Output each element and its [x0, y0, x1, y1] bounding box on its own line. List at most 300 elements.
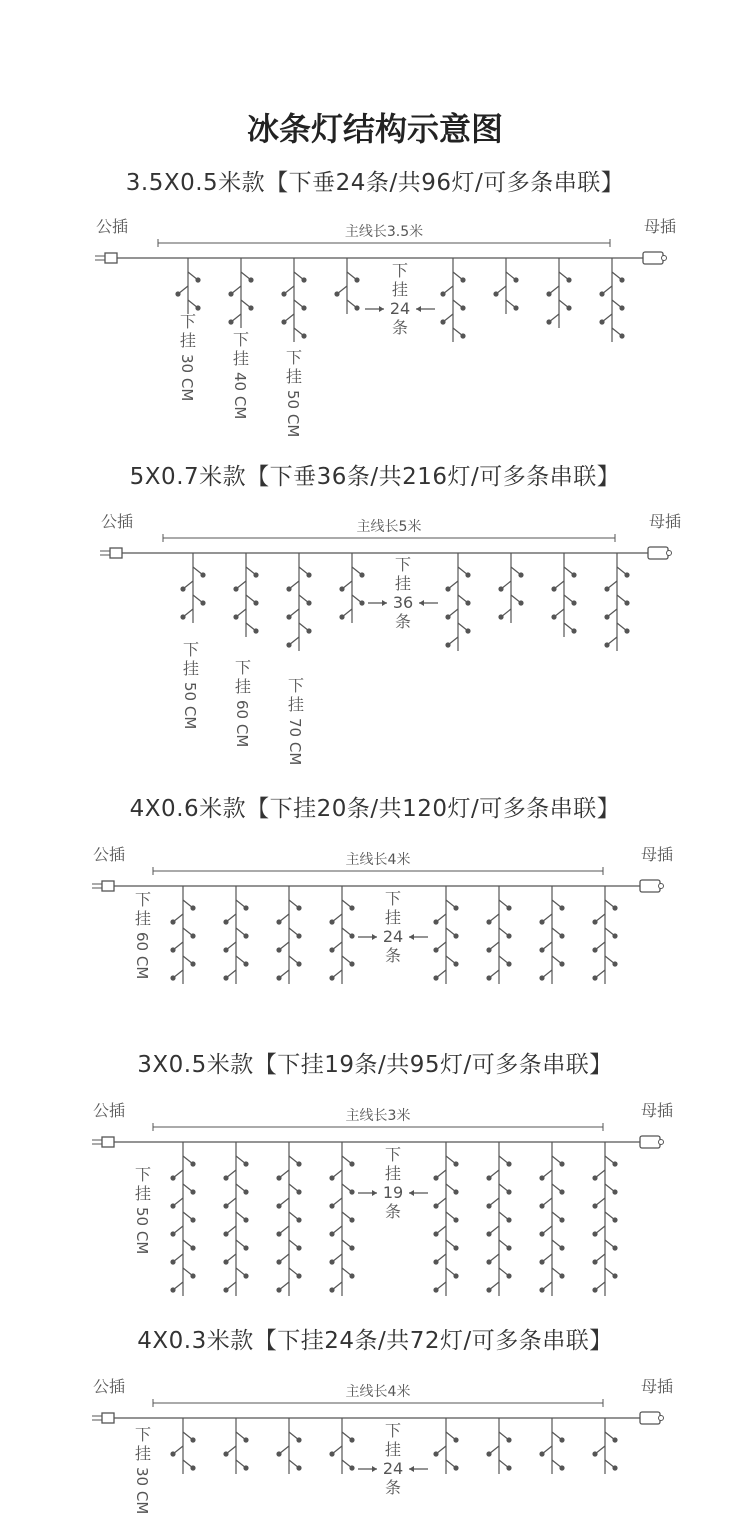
bulb-dot — [440, 319, 445, 324]
bulb-dot — [440, 291, 445, 296]
bulb-dot — [301, 305, 306, 310]
bulb-dot — [329, 1287, 334, 1292]
light-drop — [592, 886, 617, 984]
light-drop — [223, 1142, 248, 1296]
bulb-dot — [592, 1231, 597, 1236]
female-plug-label: 母插 — [643, 217, 677, 236]
drop-count-text: 挂 — [384, 1440, 402, 1459]
bulb-dot — [506, 1437, 511, 1442]
drop-count-label — [358, 889, 428, 965]
bulb-dot — [349, 1273, 354, 1278]
bulb-dot — [599, 319, 604, 324]
section-diagram-5 — [92, 1377, 673, 1514]
bulb-dot — [329, 1175, 334, 1180]
bulb-dot — [592, 1451, 597, 1456]
drop-length-value: 60 CM — [133, 932, 151, 980]
bulb-dot — [243, 933, 248, 938]
main-cable-length-label: 主线长4米 — [345, 852, 411, 868]
drop-count-text: 下 — [394, 555, 412, 574]
male-plug-label: 公插 — [95, 217, 129, 236]
bulb-dot — [453, 1217, 458, 1222]
light-drop — [433, 886, 458, 984]
female-plug-icon — [648, 547, 668, 559]
bulb-dot — [592, 1175, 597, 1180]
drop-length-value: 50 CM — [284, 390, 302, 438]
bulb-dot — [460, 277, 465, 282]
bulb-dot — [349, 933, 354, 938]
drop-count-text: 24 — [382, 927, 404, 946]
drop-count-text: 挂 — [394, 574, 412, 593]
bulb-dot — [170, 919, 175, 924]
drop-count-text: 下 — [384, 889, 402, 908]
female-plug-icon — [643, 252, 663, 264]
bulb-dot — [253, 628, 258, 633]
bulb-dot — [359, 572, 364, 577]
bulb-dot — [498, 614, 503, 619]
bulb-dot — [200, 600, 205, 605]
bulb-dot — [190, 905, 195, 910]
section-heading-4: 3X0.5米款【下挂19条/共95灯/可多条串联】 — [137, 1052, 613, 1078]
bulb-dot — [612, 961, 617, 966]
light-drop — [592, 1418, 617, 1474]
bulb-dot — [453, 1245, 458, 1250]
bulb-dot — [306, 572, 311, 577]
light-drop — [276, 886, 301, 984]
drop-count-text: 下 — [384, 1421, 402, 1440]
bulb-dot — [506, 1217, 511, 1222]
bulb-dot — [276, 1287, 281, 1292]
female-plug-label: 母插 — [640, 1377, 674, 1396]
male-plug-icon — [102, 881, 114, 891]
bulb-dot — [513, 277, 518, 282]
drop-count-text: 36 — [392, 593, 414, 612]
bulb-dot — [604, 642, 609, 647]
drop-count-text: 挂 — [384, 1164, 402, 1183]
bulb-dot — [604, 614, 609, 619]
drop-length-label — [178, 312, 196, 401]
drop-length-char: 下 — [234, 658, 252, 677]
bulb-dot — [433, 975, 438, 980]
bulb-dot — [248, 277, 253, 282]
male-plug-label: 公插 — [100, 512, 134, 531]
bulb-dot — [453, 933, 458, 938]
male-plug-icon — [105, 253, 117, 263]
bulb-dot — [612, 1437, 617, 1442]
bulb-dot — [539, 1175, 544, 1180]
bulb-dot — [296, 1245, 301, 1250]
bulb-dot — [559, 1273, 564, 1278]
section-heading-2: 5X0.7米款【下垂36条/共216灯/可多条串联】 — [129, 464, 621, 490]
drop-length-char: 挂 — [179, 331, 197, 350]
light-drop — [539, 1142, 564, 1296]
arrow-left-head — [409, 934, 414, 940]
bulb-dot — [276, 919, 281, 924]
bulb-dot — [453, 1273, 458, 1278]
light-drop — [486, 1142, 511, 1296]
male-plug-icon — [110, 548, 122, 558]
drop-length-char: 下 — [182, 640, 200, 659]
light-drop — [233, 553, 258, 637]
bulb-dot — [223, 1175, 228, 1180]
bulb-dot — [296, 1217, 301, 1222]
bulb-dot — [228, 291, 233, 296]
light-drop — [433, 1142, 458, 1296]
light-drop — [486, 886, 511, 984]
main-cable-length-label: 主线长3米 — [345, 1108, 411, 1124]
bulb-dot — [559, 961, 564, 966]
bulb-dot — [190, 1465, 195, 1470]
drop-count-text: 条 — [391, 318, 409, 337]
bulb-dot — [195, 305, 200, 310]
bulb-dot — [296, 1273, 301, 1278]
bulb-dot — [286, 642, 291, 647]
arrow-right-head — [382, 600, 387, 606]
bulb-dot — [592, 1203, 597, 1208]
bulb-dot — [506, 1245, 511, 1250]
arrow-left-head — [409, 1466, 414, 1472]
drop-length-label — [181, 640, 199, 729]
bulb-dot — [276, 1175, 281, 1180]
bulb-dot — [460, 333, 465, 338]
bulb-dot — [301, 277, 306, 282]
bulb-dot — [592, 919, 597, 924]
bulb-dot — [276, 1451, 281, 1456]
bulb-dot — [190, 1161, 195, 1166]
bulb-dot — [296, 961, 301, 966]
arrow-left-head — [419, 600, 424, 606]
drop-length-value: 30 CM — [133, 1467, 151, 1515]
bulb-dot — [349, 961, 354, 966]
bulb-dot — [354, 277, 359, 282]
bulb-dot — [539, 1203, 544, 1208]
bulb-dot — [349, 1161, 354, 1166]
bulb-dot — [190, 1273, 195, 1278]
bulb-dot — [296, 1437, 301, 1442]
female-plug-socket — [659, 884, 664, 889]
bulb-dot — [559, 933, 564, 938]
bulb-dot — [486, 1451, 491, 1456]
bulb-dot — [253, 600, 258, 605]
bulb-dot — [506, 1465, 511, 1470]
bulb-dot — [175, 291, 180, 296]
bulb-dot — [243, 961, 248, 966]
bulb-dot — [486, 919, 491, 924]
male-plug-label: 公插 — [92, 845, 126, 864]
drop-length-char: 挂 — [287, 695, 305, 714]
bulb-dot — [559, 1437, 564, 1442]
bulb-dot — [329, 947, 334, 952]
bulb-dot — [539, 947, 544, 952]
bulb-dot — [190, 1189, 195, 1194]
drop-length-value: 30 CM — [178, 354, 196, 402]
drop-count-text: 条 — [394, 612, 412, 631]
bulb-dot — [223, 919, 228, 924]
light-drop — [223, 886, 248, 984]
bulb-dot — [248, 305, 253, 310]
bulb-dot — [334, 291, 339, 296]
female-plug-socket — [667, 551, 672, 556]
bulb-dot — [506, 905, 511, 910]
bulb-dot — [619, 277, 624, 282]
drop-length-char: 挂 — [234, 677, 252, 696]
light-drop — [433, 1418, 458, 1474]
bulb-dot — [599, 291, 604, 296]
bulb-dot — [349, 1465, 354, 1470]
bulb-dot — [539, 1231, 544, 1236]
drop-length-label — [233, 658, 251, 747]
bulb-dot — [233, 614, 238, 619]
drop-length-label — [133, 1165, 151, 1254]
drop-length-char: 挂 — [285, 367, 303, 386]
light-drop — [180, 553, 205, 623]
bulb-dot — [170, 1259, 175, 1264]
bulb-dot — [329, 975, 334, 980]
light-drop — [339, 553, 364, 623]
main-cable-length-label: 主线长5米 — [356, 519, 422, 535]
bulb-dot — [465, 600, 470, 605]
female-plug-socket — [659, 1416, 664, 1421]
drop-length-char: 挂 — [134, 1184, 152, 1203]
light-drop — [445, 553, 470, 651]
bulb-dot — [339, 586, 344, 591]
bulb-dot — [170, 1175, 175, 1180]
drop-length-char: 挂 — [134, 1444, 152, 1463]
bulb-dot — [349, 1189, 354, 1194]
bulb-dot — [286, 586, 291, 591]
drop-length-value: 60 CM — [233, 700, 251, 748]
bulb-dot — [296, 905, 301, 910]
bulb-dot — [190, 1437, 195, 1442]
bulb-dot — [170, 1451, 175, 1456]
bulb-dot — [329, 1231, 334, 1236]
drop-length-char: 挂 — [182, 659, 200, 678]
bulb-dot — [604, 586, 609, 591]
light-drop — [539, 886, 564, 984]
light-drop — [276, 1142, 301, 1296]
bulb-dot — [539, 1259, 544, 1264]
bulb-dot — [460, 305, 465, 310]
bulb-dot — [486, 947, 491, 952]
bulb-dot — [518, 600, 523, 605]
bulb-dot — [546, 291, 551, 296]
bulb-dot — [170, 947, 175, 952]
bulb-dot — [433, 1231, 438, 1236]
bulb-dot — [339, 614, 344, 619]
bulb-dot — [486, 1203, 491, 1208]
arrow-right-head — [372, 1466, 377, 1472]
bulb-dot — [486, 1175, 491, 1180]
bulb-dot — [445, 586, 450, 591]
drop-length-char: 下 — [285, 348, 303, 367]
bulb-dot — [243, 1273, 248, 1278]
bulb-dot — [306, 600, 311, 605]
light-drop — [281, 258, 306, 342]
male-plug-icon — [102, 1137, 114, 1147]
bulb-dot — [329, 1259, 334, 1264]
bulb-dot — [486, 1259, 491, 1264]
section-heading-5: 4X0.3米款【下挂24条/共72灯/可多条串联】 — [137, 1328, 613, 1354]
bulb-dot — [566, 277, 571, 282]
bulb-dot — [243, 1465, 248, 1470]
bulb-dot — [551, 586, 556, 591]
drop-count-text: 24 — [382, 1459, 404, 1478]
bulb-dot — [243, 1189, 248, 1194]
bulb-dot — [486, 1287, 491, 1292]
bulb-dot — [571, 572, 576, 577]
bulb-dot — [195, 277, 200, 282]
bulb-dot — [281, 291, 286, 296]
bulb-dot — [281, 319, 286, 324]
bulb-dot — [359, 600, 364, 605]
light-drop — [440, 258, 465, 342]
drop-length-char: 下 — [179, 312, 197, 331]
light-drop — [334, 258, 359, 314]
bulb-dot — [223, 947, 228, 952]
female-plug-label: 母插 — [648, 512, 682, 531]
bulb-dot — [612, 1189, 617, 1194]
drop-count-label — [365, 261, 435, 337]
bulb-dot — [506, 961, 511, 966]
male-plug-label: 公插 — [92, 1101, 126, 1120]
section-diagram-1 — [95, 217, 676, 437]
light-drop — [170, 1142, 195, 1296]
bulb-dot — [329, 1203, 334, 1208]
bulb-dot — [559, 1189, 564, 1194]
light-drop — [551, 553, 576, 637]
light-drop — [329, 1142, 354, 1296]
bulb-dot — [612, 933, 617, 938]
female-plug-label: 母插 — [640, 845, 674, 864]
drop-count-label — [358, 1145, 428, 1221]
bulb-dot — [233, 586, 238, 591]
bulb-dot — [223, 1451, 228, 1456]
bulb-dot — [453, 905, 458, 910]
bulb-dot — [486, 1231, 491, 1236]
bulb-dot — [546, 319, 551, 324]
drop-count-label — [368, 555, 438, 631]
arrow-right-head — [372, 1190, 377, 1196]
male-plug-icon — [102, 1413, 114, 1423]
female-plug-socket — [659, 1140, 664, 1145]
drop-length-char: 挂 — [134, 909, 152, 928]
light-drop — [329, 1418, 354, 1474]
bulb-dot — [453, 1189, 458, 1194]
bulb-dot — [253, 572, 258, 577]
bulb-dot — [612, 1245, 617, 1250]
drop-length-value: 50 CM — [133, 1207, 151, 1255]
bulb-dot — [243, 1161, 248, 1166]
bulb-dot — [170, 1203, 175, 1208]
bulb-dot — [433, 1287, 438, 1292]
bulb-dot — [243, 1245, 248, 1250]
female-plug-icon — [640, 1136, 660, 1148]
section-diagram-4 — [92, 1101, 673, 1296]
light-drop — [592, 1142, 617, 1296]
drop-length-label — [286, 676, 304, 765]
bulb-dot — [566, 305, 571, 310]
bulb-dot — [539, 1287, 544, 1292]
arrow-right-head — [372, 934, 377, 940]
drop-count-text: 挂 — [391, 280, 409, 299]
drop-count-text: 条 — [384, 1202, 402, 1221]
bulb-dot — [571, 600, 576, 605]
light-drop — [170, 886, 195, 984]
bulb-dot — [539, 919, 544, 924]
light-drop — [604, 553, 629, 651]
drop-length-value: 70 CM — [286, 718, 304, 766]
bulb-dot — [612, 1217, 617, 1222]
bulb-dot — [243, 905, 248, 910]
bulb-dot — [433, 1175, 438, 1180]
bulb-dot — [223, 1203, 228, 1208]
bulb-dot — [190, 933, 195, 938]
bulb-dot — [465, 572, 470, 577]
drop-length-value: 40 CM — [231, 372, 249, 420]
bulb-dot — [180, 586, 185, 591]
bulb-dot — [329, 919, 334, 924]
male-plug-label: 公插 — [92, 1377, 126, 1396]
bulb-dot — [506, 1189, 511, 1194]
bulb-dot — [465, 628, 470, 633]
bulb-dot — [453, 961, 458, 966]
bulb-dot — [433, 1451, 438, 1456]
bulb-dot — [592, 1287, 597, 1292]
bulb-dot — [223, 1231, 228, 1236]
drop-length-label — [133, 890, 151, 979]
bulb-dot — [612, 905, 617, 910]
light-drop — [329, 886, 354, 984]
bulb-dot — [624, 628, 629, 633]
bulb-dot — [592, 1259, 597, 1264]
bulb-dot — [624, 600, 629, 605]
bulb-dot — [301, 333, 306, 338]
bulb-dot — [592, 975, 597, 980]
bulb-dot — [453, 1465, 458, 1470]
bulb-dot — [190, 1217, 195, 1222]
bulb-dot — [349, 1217, 354, 1222]
drop-length-label — [133, 1425, 151, 1514]
bulb-dot — [276, 1231, 281, 1236]
bulb-dot — [506, 1161, 511, 1166]
light-drop — [486, 1418, 511, 1474]
bulb-dot — [190, 1245, 195, 1250]
bulb-dot — [296, 1189, 301, 1194]
light-drop — [223, 1418, 248, 1474]
female-plug-socket — [662, 256, 667, 261]
drop-length-char: 挂 — [232, 349, 250, 368]
drop-count-text: 24 — [389, 299, 411, 318]
light-drop — [286, 553, 311, 651]
bulb-dot — [453, 1437, 458, 1442]
main-cable-length-label: 主线长4米 — [345, 1384, 411, 1400]
bulb-dot — [296, 1161, 301, 1166]
light-drop — [175, 258, 200, 314]
bulb-dot — [329, 1451, 334, 1456]
bulb-dot — [243, 1217, 248, 1222]
bulb-dot — [433, 919, 438, 924]
drop-length-char: 下 — [134, 1165, 152, 1184]
drop-count-text: 条 — [384, 1478, 402, 1497]
bulb-dot — [559, 1465, 564, 1470]
arrow-right-head — [379, 306, 384, 312]
page-title: 冰条灯结构示意图 — [246, 110, 503, 148]
bulb-dot — [306, 628, 311, 633]
bulb-dot — [286, 614, 291, 619]
bulb-dot — [453, 1161, 458, 1166]
light-drop — [170, 1418, 195, 1474]
bulb-dot — [190, 961, 195, 966]
bulb-dot — [539, 975, 544, 980]
